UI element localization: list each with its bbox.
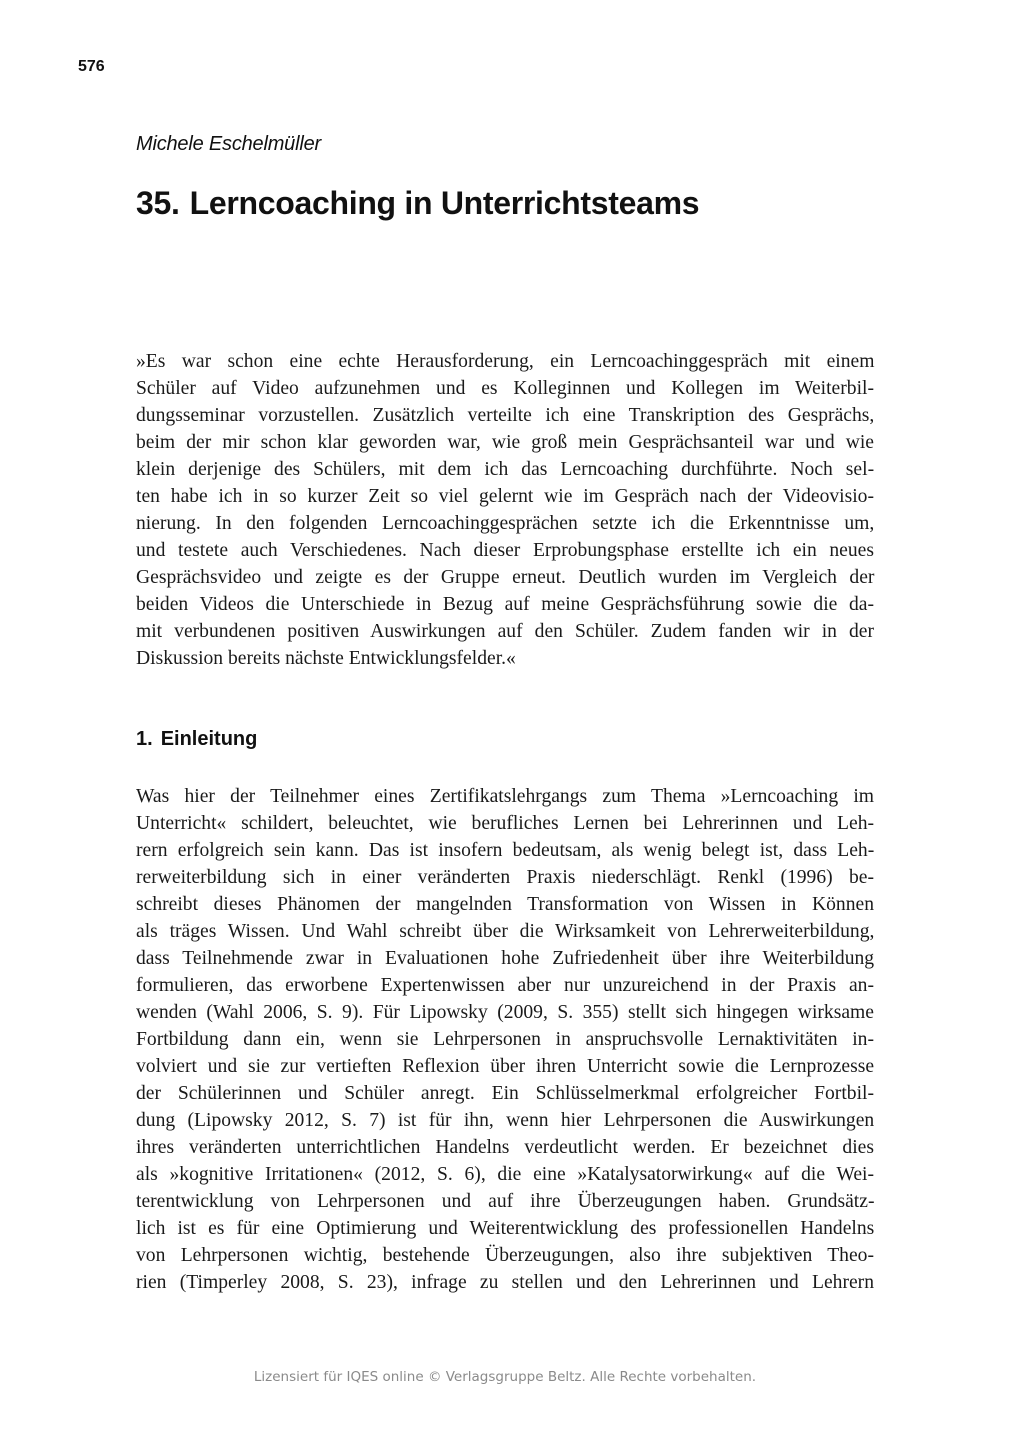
motto-line: klein derjenige des Schülers, mit dem ich das Lerncoaching durchführte. Noch sel-: [136, 459, 875, 480]
body-line: schreibt dieses Phänomen der mangelnden Transformation von Wissen in Können: [136, 894, 874, 915]
body-paragraph: [136, 783, 874, 1296]
motto-quote: [136, 348, 874, 672]
body-line: volviert und sie zur vertieften Reflexion über ihren Unterricht sowie die Lernprozesse: [136, 1056, 875, 1077]
body-line: rern erfolgreich sein kann. Das ist insofern bedeutsam, als wenig belegt ist, dass Leh-: [136, 840, 875, 861]
motto-line: mit verbundenen positiven Auswirkungen auf den Schüler. Zudem fanden wir in der: [136, 621, 874, 642]
body-line: terentwicklung von Lehrpersonen und auf ihre Überzeugungen haben. Grundsätz-: [136, 1191, 875, 1212]
chapter-number: 35.: [136, 185, 180, 221]
chapter-title-text: Lerncoaching in Unterrichtsteams: [189, 185, 700, 221]
body-line: als »kognitive Irritationen« (2012, S. 6), die eine »Katalysatorwirkung« auf die Wei-: [136, 1164, 874, 1185]
motto-line: nierung. In den folgenden Lerncoachinggesprächen setzte ich die Erkenntnisse um,: [136, 513, 875, 534]
page-number: 576: [78, 58, 105, 75]
body-line: dass Teilnehmende zwar in Evaluationen hohe Zufriedenheit über ihre Weiterbildung: [136, 948, 875, 969]
section-heading: [136, 728, 257, 751]
body-line: ihres veränderten unterrichtlichen Handelns verdeutlicht werden. Er bezeichnet dies: [136, 1137, 874, 1158]
section-title: Einleitung: [160, 728, 258, 750]
body-line: Fortbildung dann ein, wenn sie Lehrpersonen in anspruchsvolle Lernaktivitäten in-: [136, 1029, 874, 1050]
body-line: rien (Timperley 2008, S. 23), infrage zu stellen und den Lehrerinnen und Lehrern: [136, 1272, 874, 1293]
body-line: der Schülerinnen und Schüler anregt. Ein Schlüsselmerkmal erfolgreicher Fortbil-: [136, 1083, 874, 1104]
body-line: Was hier der Teilnehmer eines Zertifikatslehrgangs zum Thema »Lerncoaching im: [136, 786, 875, 807]
chapter-title: [136, 185, 699, 222]
body-line: wenden (Wahl 2006, S. 9). Für Lipowsky (2009, S. 355) stellt sich hingegen wirksame: [136, 1002, 874, 1023]
motto-line: Gesprächsvideo und zeigte es der Gruppe erneut. Deutlich wurden im Vergleich der: [136, 567, 875, 588]
body-line: formulieren, das erworbene Expertenwissen aber nur unzureichend in der Praxis an-: [136, 975, 874, 996]
section-number: 1.: [136, 728, 153, 750]
motto-line: und testete auch Verschiedenes. Nach dieser Erprobungsphase erstellte ich ein neues: [136, 540, 874, 561]
motto-line: »Es war schon eine echte Herausforderung, ein Lerncoachinggespräch mit einem: [136, 351, 875, 372]
motto-line: beim der mir schon klar geworden war, wie groß mein Gesprächsanteil war und wie: [136, 432, 874, 453]
body-line: von Lehrpersonen wichtig, bestehende Überzeugungen, also ihre subjektiven Theo-: [136, 1245, 874, 1266]
motto-line: dungsseminar vorzustellen. Zusätzlich verteilte ich eine Transkription des Gesprächs,: [136, 405, 875, 426]
motto-line: Schüler auf Video aufzunehmen und es Kolleginnen und Kollegen im Weiterbil-: [136, 378, 874, 399]
body-line: als träges Wissen. Und Wahl schreibt über die Wirksamkeit von Lehrerweiterbildung,: [136, 921, 875, 942]
license-footer: Lizensiert für IQES online © Verlagsgruppe Beltz. Alle Rechte vorbehalten.: [253, 1369, 757, 1385]
motto-line: ten habe ich in so kurzer Zeit so viel gelernt wie im Gespräch nach der Videovisio-: [136, 486, 874, 507]
motto-line: beiden Videos die Unterschiede in Bezug auf meine Gesprächsführung sowie die da-: [136, 594, 874, 615]
body-line: lich ist es für eine Optimierung und Weiterentwicklung des professionellen Handelns: [136, 1218, 875, 1239]
body-line: rerweiterbildung sich in einer veränderten Praxis niederschlägt. Renkl (1996) be-: [136, 867, 874, 888]
body-line: dung (Lipowsky 2012, S. 7) ist für ihn, wenn hier Lehrpersonen die Auswirkungen: [136, 1110, 875, 1131]
motto-line: Diskussion bereits nächste Entwicklungsfelder.«: [136, 648, 516, 669]
body-line: Unterricht« schildert, beleuchtet, wie berufliches Lernen bei Lehrerinnen und Leh-: [136, 813, 875, 834]
author-name: Michele Eschelmüller: [136, 133, 321, 155]
